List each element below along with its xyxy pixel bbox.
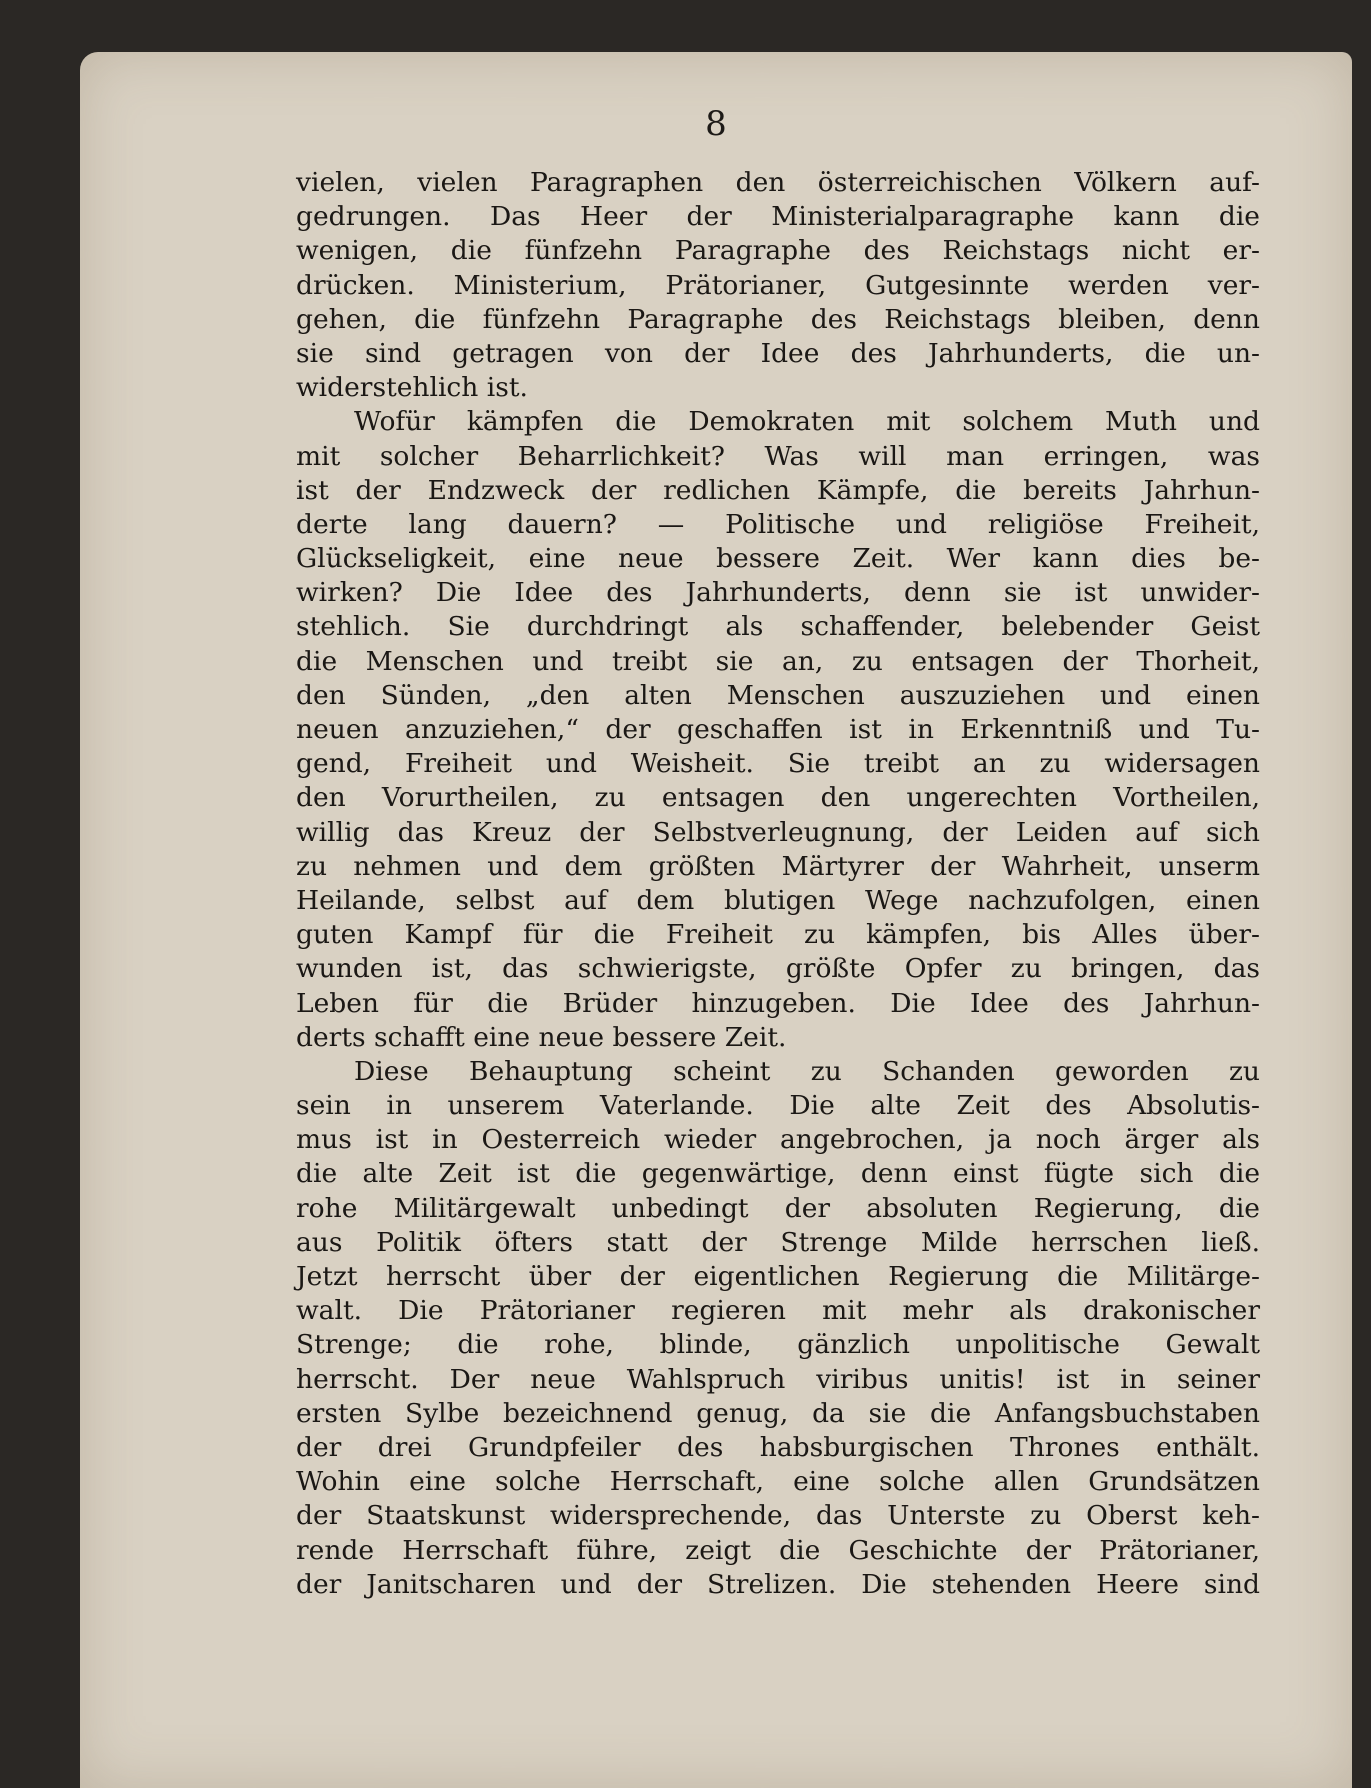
text-line: derts schafft eine neue bessere Zeit.: [296, 1021, 787, 1053]
text-line: Glückseligkeit, eine neue bessere Zeit. Wer kann dies be-: [296, 543, 1260, 575]
text-line: Jetzt herrscht über der eigentlichen Regierung die Militärge-: [296, 1261, 1260, 1292]
text-line: den Vorurtheilen, zu entsagen den ungerechten Vortheilen,: [296, 782, 1260, 814]
text-line: den Sünden, „den alten Menschen auszuziehen und einen: [296, 679, 1260, 711]
text-line: der Staatskunst widersprechende, das Unterste zu Oberst keh-: [296, 1500, 1260, 1532]
text-line: walt. Die Prätorianer regieren mit mehr als drakonischer: [296, 1295, 1260, 1327]
text-line: willig das Kreuz der Selbstverleugnung, der Leiden auf sich: [296, 816, 1260, 848]
text-line: neuen anzuziehen,“ der geschaffen ist in Erkenntniß und Tu-: [296, 714, 1260, 745]
text-line: widerstehlich ist.: [296, 372, 528, 404]
text-line: gehen, die fünfzehn Paragraphe des Reichstags bleiben, denn: [296, 303, 1260, 335]
text-line: der Janitscharen und der Strelizen. Die stehenden Heere sind: [296, 1568, 1260, 1600]
text-line: wirken? Die Idee des Jahrhunderts, denn sie ist unwider-: [296, 577, 1260, 609]
body-text: [296, 166, 1260, 1602]
text-line: mus ist in Oesterreich wieder angebrochen, ja noch ärger als: [296, 1124, 1260, 1156]
text-line: rohe Militärgewalt unbedingt der absoluten Regierung, die: [296, 1192, 1260, 1224]
text-line: stehlich. Sie durchdringt als schaffender, belebender Geist: [296, 611, 1260, 643]
text-line: sie sind getragen von der Idee des Jahrhunderts, die un-: [296, 337, 1260, 369]
text-line: Strenge; die rohe, blinde, gänzlich unpolitische Gewalt: [296, 1329, 1260, 1361]
text-line: wenigen, die fünfzehn Paragraphe des Reichstags nicht er-: [296, 235, 1260, 267]
text-line: zu nehmen und dem größten Märtyrer der Wahrheit, unserm: [296, 850, 1260, 882]
text-line: der drei Grundpfeiler des habsburgischen Thrones enthält.: [296, 1431, 1260, 1463]
text-line: die Menschen und treibt sie an, zu entsagen der Thorheit,: [296, 645, 1260, 677]
text-line: Wofür kämpfen die Demokraten mit solchem Muth und: [354, 406, 1260, 438]
text-line: aus Politik öfters statt der Strenge Milde herrschen ließ.: [296, 1226, 1260, 1258]
text-line: Diese Behauptung scheint zu Schanden geworden zu: [354, 1055, 1260, 1087]
text-line: ist der Endzweck der redlichen Kämpfe, die bereits Jahrhun-: [296, 474, 1260, 506]
text-line: Heilande, selbst auf dem blutigen Wege nachzufolgen, einen: [296, 884, 1260, 916]
text-line: gend, Freiheit und Weisheit. Sie treibt an zu widersagen: [296, 748, 1260, 780]
text-line: derte lang dauern? — Politische und religiöse Freiheit,: [296, 508, 1260, 540]
book-page: [80, 52, 1352, 1788]
text-line: vielen, vielen Paragraphen den österreichischen Völkern auf-: [296, 167, 1260, 198]
text-line: wunden ist, das schwierigste, größte Opfer zu bringen, das: [296, 953, 1260, 985]
text-line: gedrungen. Das Heer der Ministerialparagraphe kann die: [296, 201, 1260, 233]
text-line: herrscht. Der neue Wahlspruch viribus unitis! ist in seiner: [296, 1363, 1260, 1395]
text-line: drücken. Ministerium, Prätorianer, Gutgesinnte werden ver-: [296, 269, 1260, 301]
text-line: die alte Zeit ist die gegenwärtige, denn einst fügte sich die: [296, 1158, 1260, 1190]
text-line: mit solcher Beharrlichkeit? Was will man erringen, was: [296, 440, 1260, 472]
text-line: sein in unserem Vaterlande. Die alte Zeit des Absolutis-: [296, 1090, 1260, 1122]
text-line: Wohin eine solche Herrschaft, eine solche allen Grundsätzen: [296, 1466, 1260, 1498]
text-line: ersten Sylbe bezeichnend genug, da sie die Anfangsbuchstaben: [296, 1397, 1260, 1429]
text-line: guten Kampf für die Freiheit zu kämpfen, bis Alles über-: [296, 919, 1260, 951]
page-number: 8: [705, 104, 727, 144]
text-line: rende Herrschaft führe, zeigt die Geschichte der Prätorianer,: [296, 1534, 1260, 1566]
text-line: Leben für die Brüder hinzugeben. Die Idee des Jahrhun-: [296, 987, 1260, 1019]
